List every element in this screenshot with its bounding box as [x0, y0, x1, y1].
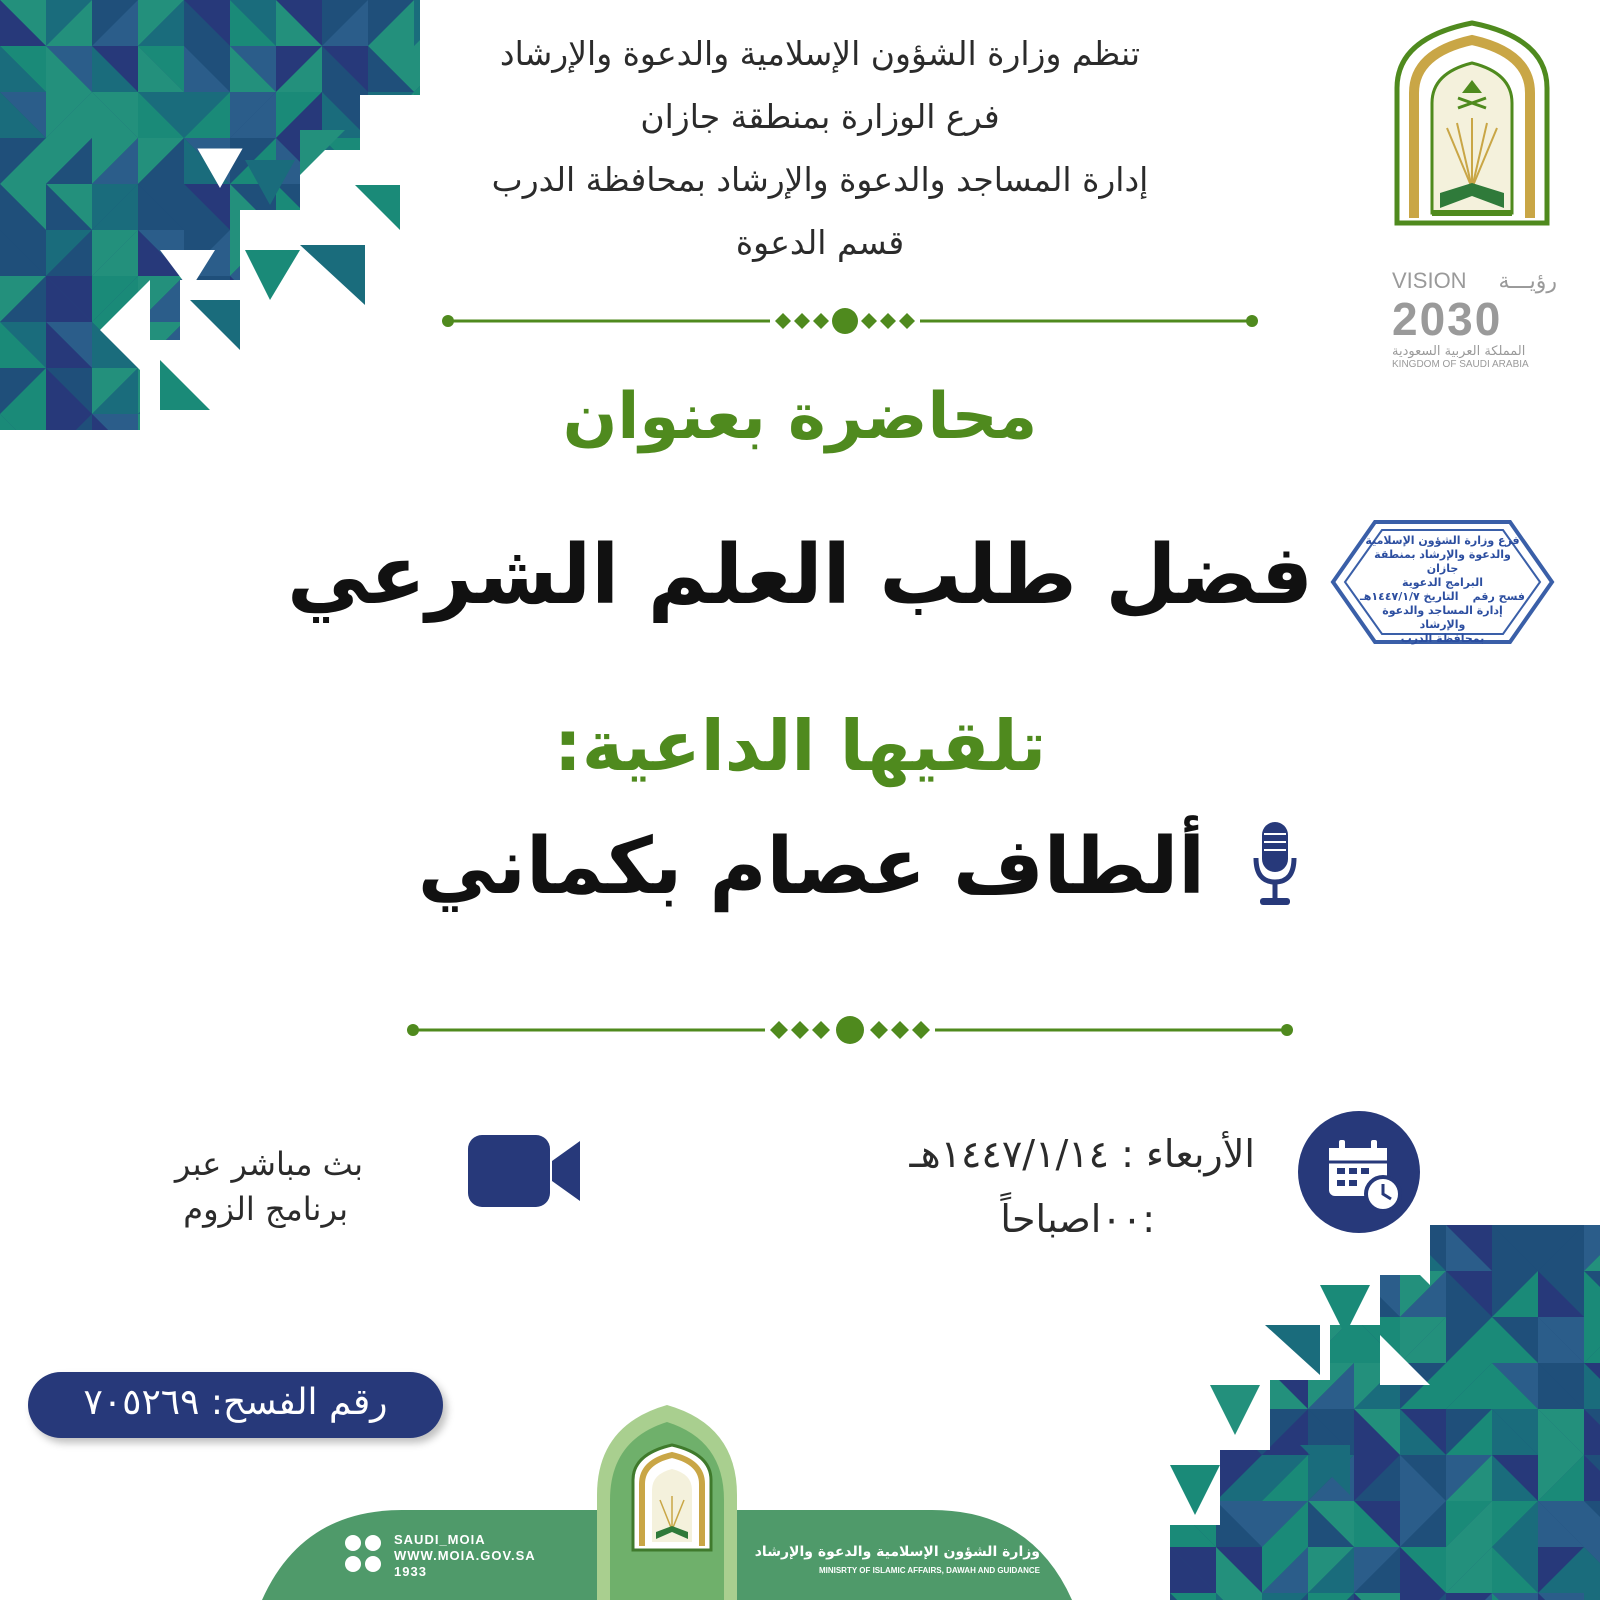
vision-kingdom-en: KINGDOM OF SAUDI ARABIA	[1392, 359, 1529, 370]
approval-stamp	[1330, 518, 1555, 646]
footer-ministry-name	[730, 1544, 1040, 1575]
calendar-clock-icon	[1297, 1110, 1421, 1234]
stamp-line-2: والدعوة والإرشاد بمنطقة جازان	[1374, 548, 1511, 575]
vision-year: 2030	[1392, 293, 1503, 345]
stamp-date: التاريخ ١٤٤٧/١/٧هـ	[1360, 590, 1459, 603]
organizer-line-3: إدارة المساجد والدعوة والإرشاد بمحافظة الدرب	[491, 160, 1149, 199]
permit-text: رقم الفسح: ٧٠٥٢٦٩	[83, 1382, 388, 1423]
footer-ministry-en: MINISRTY OF ISLAMIC AFFAIRS, DAWAH AND GUIDANCE	[818, 1566, 1040, 1575]
stamp-line-3: البرامج الدعوية	[1401, 576, 1484, 589]
schedule-time: :٠٠اصباحاً	[1000, 1197, 1155, 1241]
vision-en: VISION	[1392, 268, 1467, 293]
facebook-icon[interactable]	[345, 1556, 361, 1572]
video-camera-icon	[468, 1135, 580, 1207]
speaker-intro: تلقيها الداعية:	[553, 705, 1047, 787]
speaker-name: ألطاف عصام بكماني	[417, 822, 1205, 912]
broadcast-line-1: بث مباشر عبر	[174, 1145, 363, 1183]
stamp-line-5: إدارة المساجد والدعوة والإرشاد	[1382, 604, 1503, 631]
footer-website[interactable]: WWW.MOIA.GOV.SA	[394, 1548, 536, 1563]
organizer-line-4: قسم الدعوة	[735, 223, 905, 262]
divider-top	[440, 306, 1260, 336]
speaker-row	[0, 822, 1600, 932]
organizer-line-1: تنظم وزارة الشؤون الإسلامية والدعوة والإرشاد	[499, 34, 1141, 73]
footer-ministry-ar: وزارة الشؤون الإسلامية والدعوة والإرشاد	[754, 1544, 1040, 1560]
stamp-line-1: فرع وزارة الشؤون الإسلامية	[1365, 534, 1520, 547]
top-left-pattern	[0, 0, 420, 430]
ministry-logo-icon	[1392, 18, 1552, 230]
organizer-line-2: فرع الوزارة بمنطقة جازان	[640, 97, 1000, 136]
bottom-right-pattern	[1170, 1225, 1600, 1600]
schedule-day-date: الأربعاء : ١٤٤٧/١/١٤هـ	[909, 1132, 1255, 1176]
phone-icon[interactable]	[365, 1556, 381, 1572]
stamp-line-6: بمحافظة الدرب	[1400, 632, 1485, 645]
vision-2030-logo	[1392, 268, 1557, 378]
stamp-permit-label: فسح رقم	[1472, 590, 1525, 603]
microphone-icon	[1252, 820, 1298, 910]
divider-middle	[405, 1015, 1295, 1045]
vision-ar: رؤيـــة	[1498, 268, 1557, 293]
twitter-icon[interactable]	[345, 1535, 361, 1551]
lecture-title: فضل طلب العلم الشرعي	[286, 528, 1314, 623]
instagram-icon[interactable]	[365, 1535, 381, 1551]
vision-kingdom-ar: المملكة العربية السعودية	[1392, 344, 1526, 359]
broadcast-line-2: برنامج الزوم	[183, 1190, 348, 1228]
footer-phone[interactable]: 1933	[394, 1564, 427, 1579]
footer-ministry-logo-icon	[630, 1442, 714, 1552]
lecture-intro: محاضرة بعنوان	[562, 380, 1038, 454]
footer-handle[interactable]: SAUDI_MOIA	[394, 1532, 486, 1547]
footer-contacts	[342, 1532, 562, 1592]
